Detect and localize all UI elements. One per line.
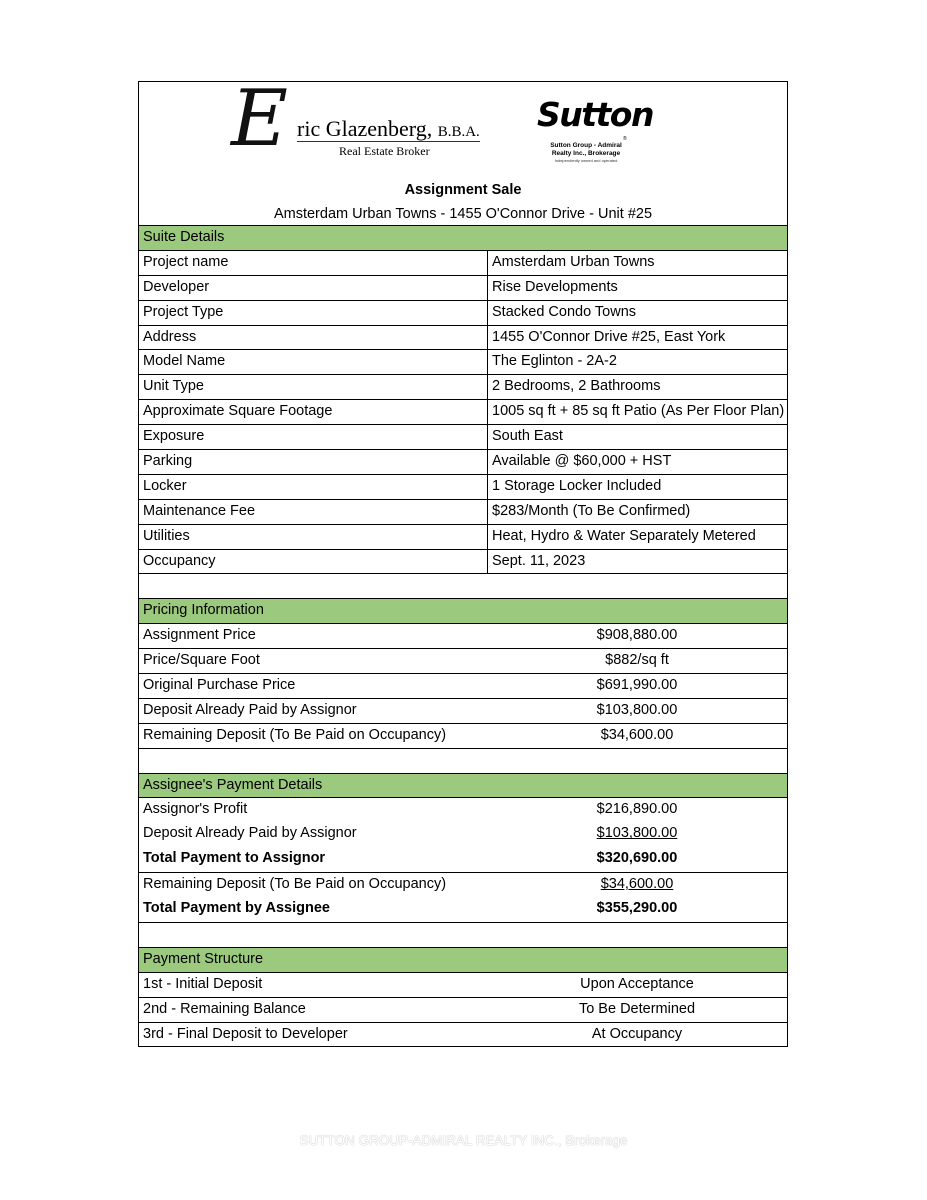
underlined-amount: $34,600.00: [600, 876, 674, 893]
row-value: Heat, Hydro & Water Separately Metered: [492, 527, 756, 544]
table-row: [139, 698, 787, 723]
section-title: Payment Structure: [143, 950, 264, 967]
row-value: 2 Bedrooms, 2 Bathrooms: [492, 378, 661, 395]
table-row: [139, 623, 787, 648]
row-label: Locker: [139, 475, 488, 499]
table-row: [139, 797, 787, 822]
row-value: $882/sq ft: [605, 652, 669, 669]
section-header-payment-details: [139, 773, 787, 798]
row-label: Address: [139, 326, 488, 350]
row-label: Assignor's Profit: [143, 801, 248, 818]
sutton-line-3: Independently owned and operated: [554, 158, 618, 163]
spacer-row: [139, 573, 787, 598]
broker-logo: [231, 74, 491, 174]
row-label: Occupancy: [139, 550, 488, 574]
broker-logo-initial: E: [231, 74, 288, 164]
table-row: [139, 349, 787, 374]
row-label: Maintenance Fee: [139, 500, 488, 524]
section-header-suite-details: [139, 225, 787, 250]
row-label: 3rd - Final Deposit to Developer: [143, 1025, 348, 1042]
row-value: 1455 O'Connor Drive #25, East York: [492, 328, 726, 345]
row-value-underlined: [487, 873, 787, 897]
table-row: [139, 275, 787, 300]
table-row: [139, 449, 787, 474]
table-row: [139, 399, 787, 424]
row-value: Available @ $60,000 + HST: [492, 453, 672, 470]
row-label: Project Type: [139, 301, 488, 325]
table-row: [139, 424, 787, 449]
row-value: $691,990.00: [596, 677, 678, 694]
row-label: Deposit Already Paid by Assignor: [143, 701, 357, 718]
section-header-pricing-information: [139, 598, 787, 623]
row-value: To Be Determined: [578, 1000, 696, 1017]
table-row: [139, 648, 787, 673]
table-row-total: [139, 897, 787, 922]
row-value: $320,690.00: [596, 850, 678, 867]
row-label: Exposure: [139, 425, 488, 449]
table-row: [139, 325, 787, 350]
row-value: $216,890.00: [596, 801, 678, 818]
row-label: Utilities: [139, 525, 488, 549]
row-value: 1005 sq ft + 85 sq ft Patio (As Per Floor Plan): [492, 403, 785, 420]
row-value: Sept. 11, 2023: [492, 552, 586, 569]
document-title: Assignment Sale: [404, 182, 522, 198]
broker-name-text: ric Glazenberg,: [297, 116, 433, 141]
row-value: 1 Storage Locker Included: [492, 477, 662, 494]
spacer-row: [139, 922, 787, 947]
row-label: Model Name: [139, 350, 488, 374]
row-value: $34,600.00: [600, 726, 674, 743]
section-title: Pricing Information: [143, 602, 264, 619]
row-value: $355,290.00: [596, 900, 678, 917]
sutton-registered-mark: ®: [623, 136, 627, 142]
table-row: [139, 673, 787, 698]
table-row: [139, 1022, 787, 1047]
row-value: South East: [492, 428, 563, 445]
table-row: [139, 524, 787, 549]
row-label: Remaining Deposit (To Be Paid on Occupancy): [143, 876, 447, 893]
row-value: $103,800.00: [596, 701, 678, 718]
row-value: $908,880.00: [596, 627, 678, 644]
table-row: [139, 499, 787, 524]
section-header-payment-structure: [139, 947, 787, 972]
underlined-amount: $103,800.00: [596, 825, 678, 842]
sutton-wordmark: Sutton: [537, 95, 653, 134]
assignment-sheet: [138, 74, 788, 1047]
sheet-header: [139, 74, 787, 225]
table-row: [139, 872, 787, 897]
row-label: 1st - Initial Deposit: [143, 975, 263, 992]
table-row: [139, 374, 787, 399]
broker-logo-rule: [297, 141, 480, 142]
broker-logo-name: [297, 116, 480, 142]
row-label: Total Payment by Assignee: [143, 900, 330, 917]
table-row: [139, 549, 787, 574]
row-value-underlined: [487, 822, 787, 847]
row-value: Amsterdam Urban Towns: [492, 253, 655, 270]
sutton-line-2: Realty Inc., Brokerage: [551, 150, 621, 157]
section-title: Suite Details: [143, 229, 225, 245]
table-row: [139, 250, 787, 275]
broker-credential: B.B.A.: [437, 124, 480, 140]
row-value: Rise Developments: [492, 278, 618, 295]
table-row: [139, 822, 787, 847]
table-row: [139, 474, 787, 499]
table-row-total: [139, 847, 787, 872]
row-value: $283/Month (To Be Confirmed): [492, 502, 691, 519]
table-row: [139, 972, 787, 997]
row-label: Developer: [139, 276, 488, 300]
row-value: At Occupancy: [591, 1025, 683, 1042]
row-label: Original Purchase Price: [143, 677, 296, 694]
watermark-footer: SUTTON GROUP-ADMIRAL REALTY INC., Brokerage: [299, 1133, 628, 1148]
row-label: Project name: [139, 251, 488, 275]
row-label: Assignment Price: [143, 627, 256, 644]
table-row: [139, 997, 787, 1022]
row-label: Unit Type: [139, 375, 488, 399]
row-label: Approximate Square Footage: [139, 400, 488, 424]
spacer-row: [139, 748, 787, 773]
section-title: Assignee's Payment Details: [143, 776, 323, 793]
row-label: Total Payment to Assignor: [143, 850, 326, 867]
broker-logo-subtitle: Real Estate Broker: [339, 144, 430, 158]
row-label: Parking: [139, 450, 488, 474]
row-label: Remaining Deposit (To Be Paid on Occupancy): [143, 726, 447, 743]
row-label: 2nd - Remaining Balance: [143, 1000, 306, 1017]
document-subtitle: Amsterdam Urban Towns - 1455 O'Connor Drive - Unit #25: [273, 206, 653, 222]
row-value: The Eglinton - 2A-2: [492, 353, 617, 370]
row-label: Price/Square Foot: [143, 652, 260, 669]
sutton-line-1: Sutton Group - Admiral: [550, 142, 622, 149]
row-value: Upon Acceptance: [580, 975, 694, 992]
row-value: Stacked Condo Towns: [492, 303, 637, 320]
table-row: [139, 723, 787, 748]
table-row: [139, 300, 787, 325]
row-label: Deposit Already Paid by Assignor: [143, 825, 357, 842]
sutton-logo: [537, 95, 653, 168]
